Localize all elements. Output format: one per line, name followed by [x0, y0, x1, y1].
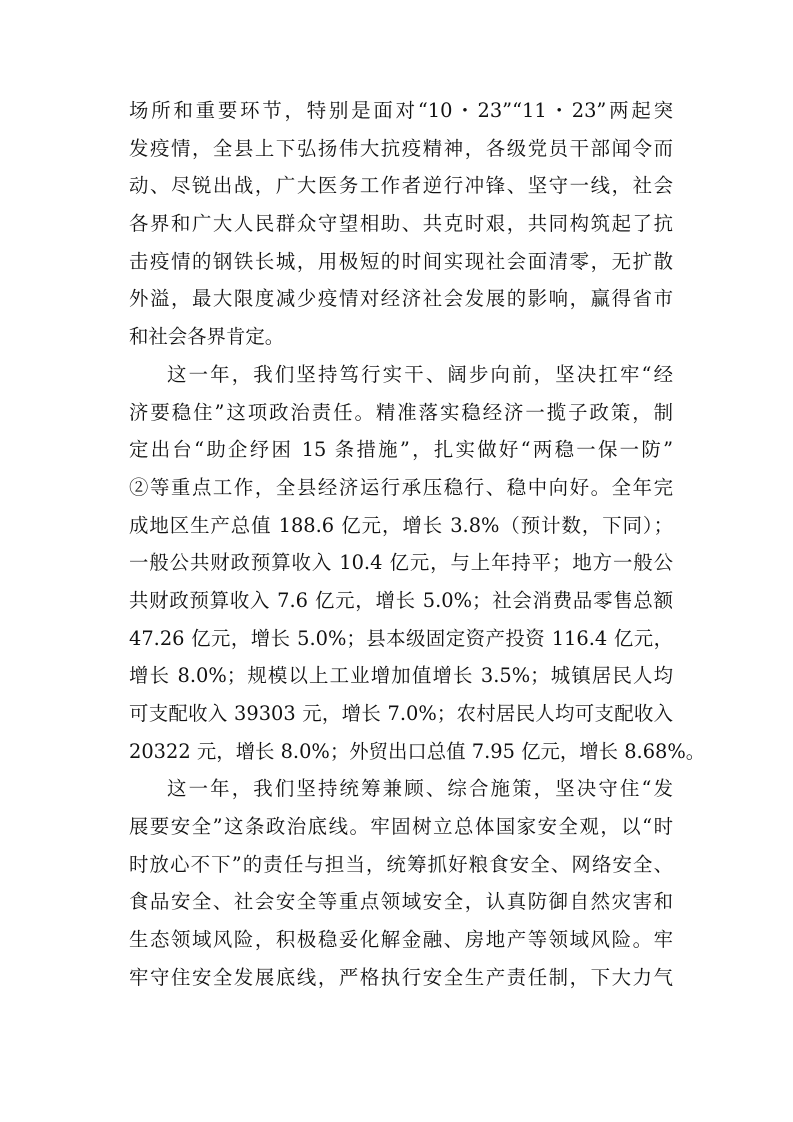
- text-line: 时放心不下”的责任与担当，统筹抓好粮食安全、网络安全、: [129, 852, 673, 876]
- text-line: 增长 8.0%；规模以上工业增加值增长 3.5%；城镇居民人均: [129, 664, 673, 688]
- text-line: 一般公共财政预算收入 10.4 亿元，与上年持平；地方一般公: [129, 551, 673, 575]
- text-line: 共财政预算收入 7.6 亿元，增长 5.0%；社会消费品零售总额: [129, 588, 673, 612]
- paragraph-first-line: 这一年，我们坚持统筹兼顾、综合施策，坚决守住“发: [167, 777, 673, 801]
- text-line: 动、尽锐出战，广大医务工作者逆行冲锋、坚守一线，社会: [129, 174, 673, 198]
- text-line: 定出台“助企纾困 15 条措施”，扎实做好“两稳一保一防”: [129, 438, 673, 462]
- text-line: 击疫情的钢铁长城，用极短的时间实现社会面清零，无扩散: [129, 249, 673, 273]
- text-line: 各界和广大人民群众守望相助、共克时艰，共同构筑起了抗: [129, 212, 673, 236]
- text-line: 生态领域风险，积极稳妥化解金融、房地产等领域风险。牢: [129, 928, 673, 952]
- text-line: 发疫情，全县上下弘扬伟大抗疫精神，各级党员干部闻令而: [129, 136, 673, 160]
- text-line: 可支配收入 39303 元，增长 7.0%；农村居民人均可支配收入: [129, 702, 673, 725]
- paragraph-first-line: 这一年，我们坚持笃行实干、阔步向前，坚决扛牢“经: [167, 362, 673, 386]
- text-line: 济要稳住”这项政治责任。精准落实稳经济一揽子政策，制: [129, 400, 673, 424]
- body-text: [129, 92, 706, 997]
- text-line: 和社会各界肯定。: [129, 325, 285, 349]
- text-line: 外溢，最大限度减少疫情对经济社会发展的影响，赢得省市: [129, 287, 673, 311]
- text-line: ②等重点工作，全县经济运行承压稳行、稳中向好。全年完: [129, 475, 673, 499]
- text-line: 场所和重要环节，特别是面对“10・23”“11・23”两起突: [129, 99, 673, 122]
- text-line: 牢守住安全发展底线，严格执行安全生产责任制，下大力气: [129, 965, 673, 989]
- text-line: 食品安全、社会安全等重点领域安全，认真防御自然灾害和: [129, 890, 673, 914]
- text-line: 47.26 亿元，增长 5.0%；县本级固定资产投资 116.4 亿元，: [129, 626, 673, 650]
- text-line: 成地区生产总值 188.6 亿元，增长 3.8%（预计数，下同）；: [129, 513, 673, 537]
- text-line: 展要安全”这条政治底线。牢固树立总体国家安全观，以“时: [129, 815, 673, 839]
- text-line: 20322 元，增长 8.0%；外贸出口总值 7.95 亿元，增长 8.68%。: [129, 739, 706, 763]
